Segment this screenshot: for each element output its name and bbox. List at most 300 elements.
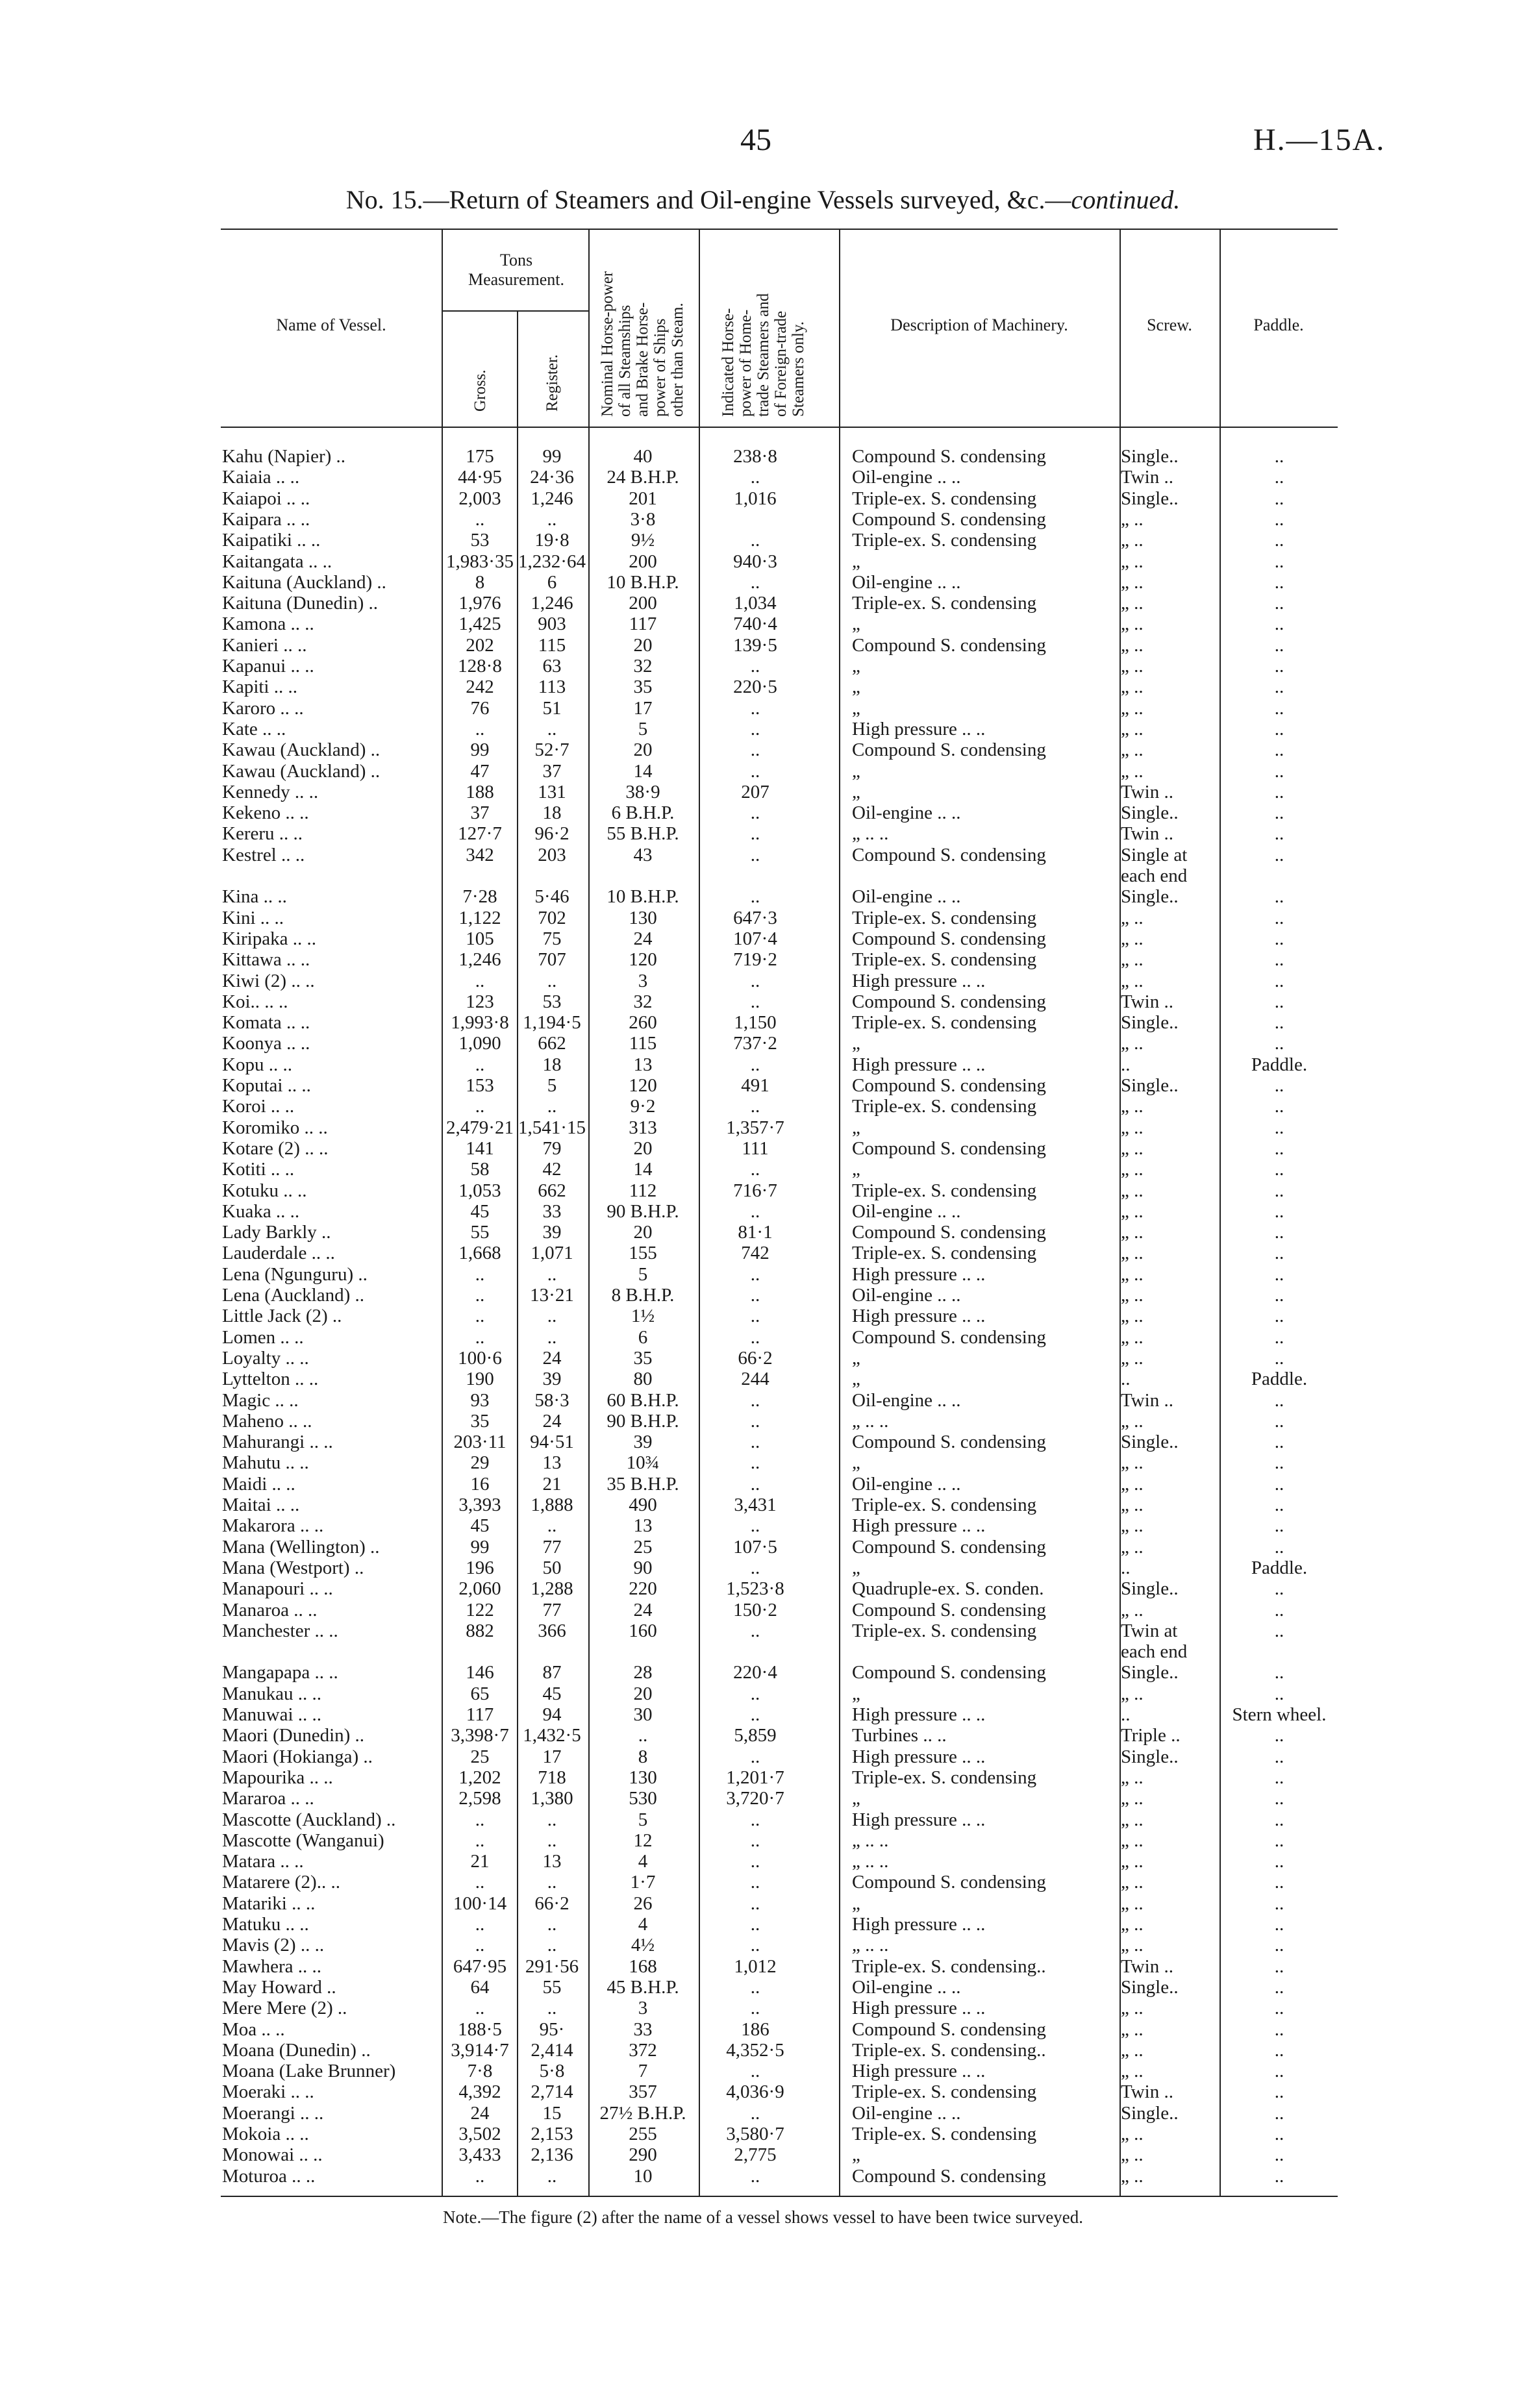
nominal-hp: 3·8 [630,508,656,530]
screw-type: „ .. [1121,1410,1144,1432]
gross-tons: .. [475,1872,485,1893]
paddle-type: .. [1274,1075,1284,1096]
col-header-name: Name of Vessel. [276,316,386,334]
screw-type: „ .. [1121,2039,1144,2061]
gross-tons: 123 [466,991,494,1012]
vessel-name: Magic .. .. [222,1389,299,1411]
machinery-description: „ [852,2144,860,2166]
register-tons: 94 [542,1704,562,1725]
register-tons: 99 [542,446,562,467]
register-tons: 15 [542,2102,562,2124]
vessel-name: Kaiapoi .. .. [222,488,310,509]
paddle-type: .. [1274,1851,1284,1872]
nominal-hp: 255 [629,2124,657,2144]
gross-tons: .. [475,718,485,739]
table-row [221,1075,1338,1096]
gross-tons: 3,502 [458,2124,501,2144]
indicated-hp: .. [750,1410,760,1432]
register-tons: 1,888 [531,1495,573,1515]
table-row [221,1243,1338,1263]
screw-type: „ .. [1121,551,1144,572]
nominal-hp: 9·2 [630,1096,656,1117]
vessel-name: Mana (Westport) .. [222,1557,364,1578]
screw-type: „ .. [1121,907,1144,928]
register-tons: 1,194·5 [523,1012,581,1034]
table-row [221,761,1338,782]
table-row [221,656,1338,676]
col-header-nominal-line: power of Ships [651,318,669,417]
register-tons: 94·51 [530,1432,574,1453]
paddle-type: .. [1274,1809,1284,1830]
nominal-hp: 6 [638,1326,648,1348]
indicated-hp: 107·5 [733,1536,777,1558]
nominal-hp: 260 [629,1012,657,1034]
table-row [221,971,1338,991]
register-tons: 115 [538,634,566,656]
vessel-name: Matuku .. .. [222,1914,309,1935]
indicated-hp: 647·3 [733,907,777,928]
table-row [221,551,1338,572]
vessel-name: Kate .. .. [222,718,286,739]
indicated-hp: .. [750,844,760,865]
page-number: 45 [740,123,771,157]
paddle-type: .. [1274,1117,1284,1138]
gross-tons: 53 [470,530,490,551]
indicated-hp: 3,431 [734,1495,777,1515]
vessel-name: Kahu (Napier) .. [222,446,346,467]
nominal-hp: 39 [633,1432,653,1453]
paddle-type: .. [1274,488,1284,509]
gross-tons: 1,202 [458,1767,501,1788]
machinery-description: Triple-ex. S. condensing.. [852,2039,1046,2061]
machinery-description: „ [852,676,860,698]
screw-type: .. [1121,1557,1131,1578]
machinery-description: Compound S. condensing [852,508,1046,530]
paddle-type: .. [1274,2061,1284,2082]
machinery-description: High pressure .. .. [852,718,986,739]
indicated-hp: .. [750,2165,760,2187]
gross-tons: 196 [466,1557,494,1578]
screw-type: „ .. [1121,739,1144,761]
screw-type: „ .. [1121,2165,1144,2187]
register-tons: 37 [542,760,562,782]
col-header-indicated-line: trade Steamers and [755,293,772,417]
register-tons: 662 [538,1033,566,1054]
paddle-type: .. [1274,718,1284,739]
vessel-name: Kamona .. .. [222,614,314,635]
screw-type: „ .. [1121,1033,1144,1054]
paddle-type: .. [1274,571,1284,593]
indicated-hp: .. [750,1851,760,1872]
table-row [221,1012,1338,1033]
machinery-description: High pressure .. .. [852,1809,986,1830]
machinery-description: Compound S. condensing [852,928,1046,949]
screw-type: „ .. [1121,1935,1144,1956]
machinery-description: Compound S. condensing [852,634,1046,656]
register-tons: 52·7 [534,739,569,761]
gross-tons: 203·11 [453,1432,507,1453]
vessel-name: Koroi .. .. [222,1096,295,1117]
gross-tons: 8 [475,571,485,593]
vessel-name: Maori (Hokianga) .. [222,1746,373,1767]
nominal-hp: 14 [633,1159,653,1180]
vessel-name: Karoro .. .. [222,697,304,719]
nominal-hp: 35 [633,676,653,698]
nominal-hp: 33 [633,2018,653,2040]
paddle-type: .. [1274,1012,1284,1034]
paddle-type: .. [1274,551,1284,572]
indicated-hp: .. [750,1285,760,1306]
nominal-hp: 220 [629,1578,657,1600]
screw-type: „ .. [1121,1159,1144,1180]
paddle-type: .. [1274,1180,1284,1201]
col-header-nominal-line: Nominal Horse-power [599,271,616,417]
vessel-name: Lena (Ngunguru) .. [222,1263,368,1285]
screw-type: Single.. [1121,886,1179,908]
indicated-hp: .. [750,1432,760,1453]
paddle-type: .. [1274,1662,1284,1683]
register-tons: 2,414 [531,2039,573,2061]
machinery-description: „ .. .. [852,823,889,845]
paddle-type: .. [1274,1222,1284,1243]
register-tons: 707 [538,949,566,971]
vessel-name: Lauderdale .. .. [222,1243,335,1264]
screw-type: „ .. [1121,593,1144,614]
screw-type: „ .. [1121,571,1144,593]
indicated-hp: .. [750,2061,760,2082]
indicated-hp: .. [750,760,760,782]
screw-type: Single.. [1121,1578,1179,1600]
register-tons: .. [547,508,557,530]
machinery-description: „ [852,781,860,802]
table-row [221,1537,1338,1558]
paddle-type: .. [1274,446,1284,467]
screw-type: Twin .. [1121,991,1173,1012]
vessel-name: Komata .. .. [222,1012,310,1034]
nominal-hp: 1·7 [630,1872,656,1893]
indicated-hp: .. [750,1620,760,1641]
table-row [221,1369,1338,1389]
nominal-hp: 10 B.H.P. [607,886,679,908]
machinery-description: Triple-ex. S. condensing [852,2081,1037,2103]
register-tons: 17 [542,1746,562,1767]
screw-type: Single.. [1121,1432,1179,1453]
col-header-description: Description of Machinery. [890,316,1068,334]
register-tons: .. [547,1263,557,1285]
gross-tons: 64 [470,1976,490,1998]
vessel-name: Maidi .. .. [222,1473,295,1495]
paddle-type: .. [1274,530,1284,551]
col-header-gross: Gross. [471,369,489,412]
nominal-hp: 10 B.H.P. [607,571,679,593]
table-top-rule [221,229,1338,230]
screw-type: Single at [1121,844,1188,865]
register-tons: .. [547,1830,557,1851]
screw-type: „ .. [1121,1117,1144,1138]
machinery-description: Triple-ex. S. condensing [852,2124,1037,2144]
indicated-hp: 207 [741,781,769,802]
nominal-hp: 5 [638,1809,648,1830]
machinery-description: Oil-engine .. .. [852,1200,961,1222]
machinery-description: Triple-ex. S. condensing [852,1767,1037,1788]
register-tons: 6 [547,571,557,593]
gross-tons: .. [475,1830,485,1851]
machinery-description: Compound S. condensing [852,2018,1046,2040]
screw-type: .. [1121,1054,1131,1075]
register-tons: 55 [542,1976,562,1998]
table-row [221,1495,1338,1515]
machinery-description: Oil-engine .. .. [852,1976,961,1998]
nominal-hp: 372 [629,2039,657,2061]
table-row [221,1872,1338,1893]
screw-type: Twin .. [1121,781,1173,802]
indicated-hp: 107·4 [733,928,777,949]
indicated-hp: .. [750,1998,760,2019]
paddle-type: .. [1274,1955,1284,1977]
paddle-type: .. [1274,1033,1284,1054]
vessel-name: Monowai .. .. [222,2144,323,2166]
vessel-name: Kaiaia .. .. [222,467,300,488]
gross-tons: 7·8 [467,2061,493,2082]
table-row [221,1180,1338,1201]
table-row [221,676,1338,697]
nominal-hp: 30 [633,1704,653,1725]
gross-tons: 29 [470,1452,490,1474]
paddle-type: .. [1274,1767,1284,1788]
indicated-hp: .. [750,1872,760,1893]
vessel-name: Lady Barkly .. [222,1222,331,1243]
register-tons: 131 [538,781,566,802]
table-row [221,802,1338,823]
screw-type: Single.. [1121,446,1179,467]
paddle-type: .. [1274,2144,1284,2166]
indicated-hp: 150·2 [733,1599,777,1620]
register-tons: .. [547,1515,557,1537]
gross-tons: 35 [470,1410,490,1432]
vessel-name: Kini .. .. [222,907,284,928]
gross-tons: .. [475,2165,485,2187]
nominal-hp: 25 [633,1536,653,1558]
paddle-type: .. [1274,1432,1284,1453]
screw-type: „ .. [1121,1243,1144,1264]
register-tons: 21 [542,1473,562,1495]
indicated-hp: .. [750,1557,760,1578]
nominal-hp: 4½ [631,1935,655,1956]
nominal-hp: 5 [638,718,648,739]
table-row [221,1578,1338,1599]
machinery-description: Compound S. condensing [852,1075,1046,1096]
gross-tons: 1,122 [458,907,501,928]
gross-tons: 2,060 [458,1578,501,1600]
vessel-name: Kaitangata .. .. [222,551,332,572]
gross-tons: 37 [470,802,490,824]
machinery-description: Triple-ex. S. condensing [852,1012,1037,1034]
table-row [221,1704,1338,1725]
nominal-hp: 120 [629,949,657,971]
gross-tons: 47 [470,760,490,782]
register-tons: 50 [542,1557,562,1578]
indicated-hp: .. [750,1683,760,1704]
paddle-type: .. [1274,760,1284,782]
screw-type: „ .. [1121,1495,1144,1515]
machinery-description: „ [852,1033,860,1054]
table-row [221,739,1338,760]
table-row [221,865,1338,886]
register-tons: 39 [542,1369,562,1390]
machinery-description: Triple-ex. S. condensing [852,907,1037,928]
table-row [221,1138,1338,1159]
machinery-description: „ [852,551,860,572]
register-tons: 51 [542,697,562,719]
vessel-name: Mere Mere (2) .. [222,1998,347,2019]
register-tons: 1,071 [531,1243,573,1264]
table-row [221,614,1338,634]
paddle-type: .. [1274,844,1284,865]
footnote: Note.—The figure (2) after the name of a vessel shows vessel to have been twice surveyed. [443,2207,1083,2227]
indicated-hp: .. [750,571,760,593]
table-row [221,572,1338,593]
screw-type: Single.. [1121,1012,1179,1034]
nominal-hp: 26 [633,1893,653,1914]
nominal-hp: 313 [629,1117,657,1138]
gross-tons: 99 [470,1536,490,1558]
indicated-hp: .. [750,697,760,719]
table-row [221,782,1338,802]
nominal-hp: 28 [633,1662,653,1683]
indicated-hp: .. [750,1893,760,1914]
indicated-hp: 186 [741,2018,769,2040]
register-tons: 662 [538,1180,566,1201]
machinery-description: „ [852,1683,860,1704]
nominal-hp: 8 [638,1746,648,1767]
machinery-description: „ .. .. [852,1935,889,1956]
gross-tons: 1,983·35 [446,551,514,572]
col-header-indicated-line: of Foreign-trade [772,310,790,417]
indicated-hp: .. [750,1976,760,1998]
register-tons: 1,380 [531,1788,573,1809]
screw-type: „ .. [1121,1263,1144,1285]
table-row [221,1306,1338,1326]
table-row [221,1620,1338,1641]
gross-tons: 1,246 [458,949,501,971]
vessel-name: Kiripaka .. .. [222,928,316,949]
machinery-description: „ [852,1117,860,1138]
paddle-type: .. [1274,802,1284,824]
vessel-name: Koputai .. .. [222,1075,311,1096]
nominal-hp: 14 [633,760,653,782]
register-tons: 63 [542,656,562,676]
vessel-name: Matarere (2).. .. [222,1872,340,1893]
machinery-description: „ [852,1369,860,1390]
machinery-description: Triple-ex. S. condensing [852,488,1037,509]
vessel-name: Maheno .. .. [222,1410,312,1432]
gross-tons: .. [475,508,485,530]
vessel-name: Lyttelton .. .. [222,1369,319,1390]
paddle-type: .. [1274,676,1284,698]
indicated-hp: .. [750,1159,760,1180]
gross-tons: 100·14 [453,1893,507,1914]
register-tons: 1,232·64 [518,551,586,572]
screw-type: „ .. [1121,2061,1144,2082]
nominal-hp: 8 B.H.P. [611,1285,675,1306]
indicated-hp: 491 [741,1075,769,1096]
nominal-hp: 130 [629,907,657,928]
screw-type: „ .. [1121,1096,1144,1117]
paddle-type: .. [1274,467,1284,488]
gross-tons: 647·95 [453,1955,507,1977]
register-tons: 2,153 [531,2124,573,2144]
register-tons: 2,714 [531,2081,573,2103]
indicated-hp: 111 [742,1137,769,1159]
screw-type: „ .. [1121,1872,1144,1893]
machinery-description: High pressure .. .. [852,1306,986,1327]
indicated-hp: 4,036·9 [726,2081,784,2103]
table-row [221,593,1338,614]
machinery-description: Oil-engine .. .. [852,1389,961,1411]
col-header-nominal-hp [599,271,686,417]
register-tons: .. [547,1809,557,1830]
nominal-hp: 24 B.H.P. [607,467,679,488]
register-tons: 5·46 [534,886,569,908]
paddle-type: Paddle. [1251,1557,1308,1578]
vessel-name: Koonya .. .. [222,1033,310,1054]
screw-type: „ .. [1121,1914,1144,1935]
indicated-hp: .. [750,1326,760,1348]
paddle-type: .. [1274,1326,1284,1348]
paddle-type: .. [1274,991,1284,1012]
screw-type: „ .. [1121,1326,1144,1348]
nominal-hp: 201 [629,488,657,509]
machinery-description: Compound S. condensing [852,739,1046,761]
screw-type: „ .. [1121,760,1144,782]
gross-tons: 4,392 [458,2081,501,2103]
register-tons: .. [547,1872,557,1893]
gross-tons: 190 [466,1369,494,1390]
screw-type: „ .. [1121,1788,1144,1809]
screw-type: „ .. [1121,1515,1144,1537]
indicated-hp: 1,357·7 [726,1117,784,1138]
register-tons: 96·2 [534,823,569,845]
indicated-hp: 4,352·5 [726,2039,784,2061]
indicated-hp: .. [750,1746,760,1767]
paddle-type: Paddle. [1251,1369,1308,1390]
table-row [221,1327,1338,1348]
paddle-type: .. [1274,1263,1284,1285]
vessel-name: Maori (Dunedin) .. [222,1725,365,1746]
nominal-hp: 4 [638,1914,648,1935]
paddle-type: .. [1274,1683,1284,1704]
register-tons: 24 [542,1347,562,1369]
nominal-hp: 1½ [631,1306,655,1327]
paddle-type: .. [1274,781,1284,802]
gross-tons: .. [475,1285,485,1306]
register-tons: 5 [547,1075,557,1096]
gross-tons: 24 [470,2102,490,2124]
indicated-hp: .. [750,823,760,845]
table-title-continued: continued. [1071,185,1181,214]
register-tons: 24·36 [530,467,574,488]
screw-type: „ .. [1121,2124,1144,2144]
machinery-description: Compound S. condensing [852,1432,1046,1453]
table-row [221,1641,1338,1662]
gross-tons: 55 [470,1222,490,1243]
nominal-hp: 35 B.H.P. [607,1473,679,1495]
table-row [221,1830,1338,1851]
table-row [221,991,1338,1012]
machinery-description: „ [852,1452,860,1474]
machinery-description: Compound S. condensing [852,446,1046,467]
table-row [221,1851,1338,1872]
